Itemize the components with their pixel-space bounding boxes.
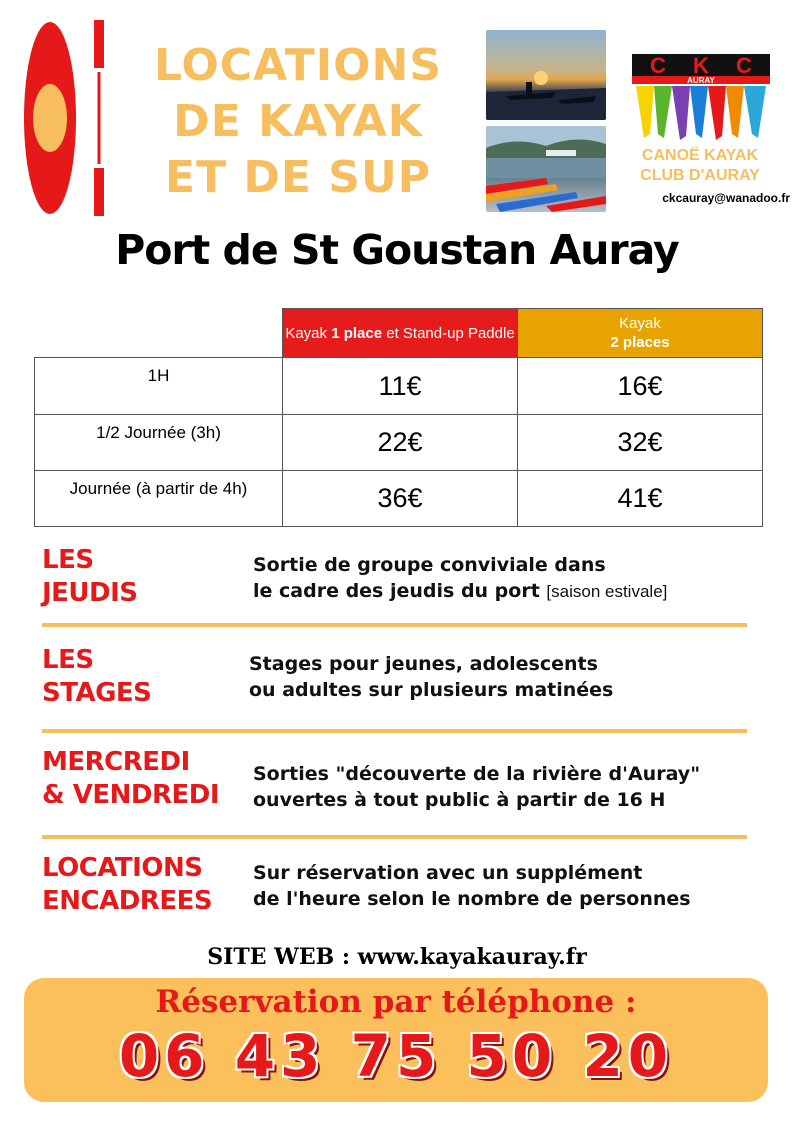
section-label-line: LOCATIONS bbox=[42, 853, 203, 883]
email-address[interactable]: ckcauray@wanadoo.fr bbox=[662, 191, 790, 205]
separator-line bbox=[42, 729, 747, 733]
main-title bbox=[118, 38, 478, 206]
price-table bbox=[34, 308, 763, 527]
price-cell: 22€ bbox=[283, 415, 518, 471]
reservation-title: Réservation par téléphone : bbox=[155, 984, 637, 1020]
phone-number[interactable]: 06 43 75 50 20 bbox=[118, 1022, 674, 1090]
club-name bbox=[618, 146, 782, 186]
price-cell: 11€ bbox=[283, 358, 518, 415]
table-corner bbox=[35, 309, 283, 358]
club-name-line: CLUB D'AURAY bbox=[640, 167, 760, 184]
price-cell: 16€ bbox=[518, 358, 763, 415]
logo-banner: AURAY bbox=[687, 76, 715, 85]
section-text-line: ouvertes à tout public à partir de 16 H bbox=[253, 789, 666, 811]
kayak-paddle-icon bbox=[20, 18, 112, 218]
section-label-jeudis bbox=[42, 544, 138, 610]
section-label-stages bbox=[42, 644, 151, 710]
title-line: ET DE SUP bbox=[165, 152, 431, 203]
duration-cell: 1H bbox=[35, 358, 283, 415]
header-text: Kayak bbox=[619, 315, 661, 332]
price-cell: 32€ bbox=[518, 415, 763, 471]
section-text-line: ou adultes sur plusieurs matinées bbox=[249, 679, 614, 701]
section-text-line: Sorties "découverte de la rivière d'Auray" bbox=[253, 763, 701, 785]
header-bold-text: 1 place bbox=[331, 324, 383, 342]
separator-line bbox=[42, 835, 747, 839]
duration-cell: Journée (à partir de 4h) bbox=[35, 471, 283, 527]
logo-letter: K bbox=[693, 53, 709, 78]
logo-letter: C bbox=[736, 53, 752, 78]
title-line: DE KAYAK bbox=[173, 96, 423, 147]
header-text: Kayak bbox=[285, 324, 332, 342]
section-label-line: STAGES bbox=[42, 678, 152, 708]
section-label-line: & VENDREDI bbox=[42, 780, 219, 810]
section-label-line: JEUDIS bbox=[42, 578, 138, 608]
duration-cell: 1/2 Journée (3h) bbox=[35, 415, 283, 471]
section-label-line: ENCADREES bbox=[42, 886, 213, 916]
section-text-line: de l'heure selon le nombre de personnes bbox=[253, 888, 691, 910]
separator-line bbox=[42, 623, 747, 627]
section-text-stages bbox=[249, 651, 613, 703]
section-text-jeudis bbox=[253, 552, 667, 605]
section-label-mercredi-vendredi bbox=[42, 746, 219, 812]
section-text-line: Sortie de groupe conviviale dans bbox=[253, 554, 606, 576]
table-row bbox=[35, 471, 763, 527]
section-text-line: Stages pour jeunes, adolescents bbox=[249, 653, 598, 675]
section-label-line: MERCREDI bbox=[42, 747, 190, 777]
section-label-line: LES bbox=[42, 545, 94, 575]
location-title: Port de St Goustan Auray bbox=[115, 226, 679, 274]
section-text-part: le cadre des jeudis du port bbox=[253, 580, 540, 602]
section-text-mercredi-vendredi bbox=[253, 761, 700, 813]
logo-letter: C bbox=[650, 53, 666, 78]
title-line: LOCATIONS bbox=[153, 40, 443, 91]
club-name-line: CANOË KAYAK bbox=[641, 147, 759, 164]
table-header-row bbox=[35, 309, 763, 358]
section-text-locations-encadrees bbox=[253, 860, 691, 912]
header-text: et Stand-up Paddle bbox=[382, 324, 515, 342]
price-cell: 41€ bbox=[518, 471, 763, 527]
season-note: [saison estivale] bbox=[546, 582, 668, 601]
sunset-kayak-photo bbox=[486, 30, 606, 120]
section-label-locations-encadrees bbox=[42, 852, 212, 918]
price-cell: 36€ bbox=[283, 471, 518, 527]
website-link[interactable]: SITE WEB : www.kayakauray.fr bbox=[207, 944, 587, 970]
header-kayak-1-place bbox=[283, 309, 518, 358]
header-kayak-2-places bbox=[518, 309, 763, 358]
section-text-line: Sur réservation avec un supplément bbox=[253, 862, 643, 884]
section-text-line bbox=[253, 578, 667, 605]
header-bold-text: 2 places bbox=[610, 334, 670, 351]
table-row bbox=[35, 358, 763, 415]
harbor-kayaks-photo bbox=[486, 126, 606, 212]
section-label-line: LES bbox=[42, 645, 94, 675]
table-row bbox=[35, 415, 763, 471]
